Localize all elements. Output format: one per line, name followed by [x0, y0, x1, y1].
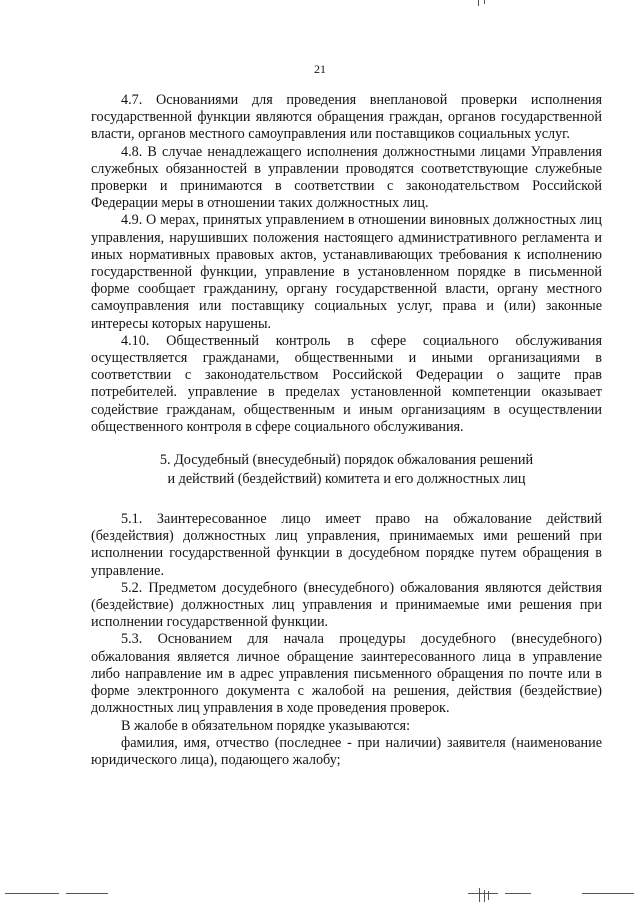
complaint-item-1: фамилия, имя, отчество (последнее - при наличии) заявителя (наименование юридического лица), подающего жалобу;: [91, 734, 602, 768]
scan-line-bottom: [468, 893, 498, 894]
paragraph-5-1: 5.1. Заинтересованное лицо имеет право на обжалование действий (бездействия) должностных лиц управления, принимаемых ими решений при исполнении государственной функции в досудебном порядке путем обращения в управление.: [91, 511, 602, 579]
scan-mark-bottom: [488, 891, 489, 900]
paragraph-4-10: 4.10. Общественный контроль в сфере социального обслуживания осуществляется гражданами, общественными и иными организациями в соответствии с законодательством Российской Федерации о защите прав потребителей. управление в пределах установленной компетенции оказывает содействие гражданам, общественным и иным организациям в осуществлении общественного контроля в сфере социального обслуживания.: [91, 332, 602, 435]
paragraph-4-7: 4.7. Основаниями для проведения внеплановой проверки исполнения государственной функции являются обращения граждан, органов государственной власти, органов местного самоуправления или поставщиков социальных услуг.: [91, 92, 602, 143]
scan-line-bottom: [582, 893, 634, 894]
complaint-intro: В жалобе в обязательном порядке указываются:: [121, 717, 411, 734]
scan-line-bottom: [66, 893, 108, 894]
scan-line-bottom: [5, 893, 59, 894]
scan-line-bottom: [505, 893, 531, 894]
scan-mark-top: [478, 0, 479, 6]
section-5-heading: [91, 451, 602, 488]
paragraph-4-9: 4.9. О мерах, принятых управлением в отношении виновных должностных лиц управления, нарушивших положения настоящего административного регламента и иных нормативных правовых актов, устанавливающих требования к исполнению государственной функции, управление в установленном порядке в письменной форме сообщает гражданину, органу государственной власти, органу местного самоуправления или поставщику социальных услуг, права и (или) законные интересы которых нарушены.: [91, 212, 602, 332]
scan-mark-top: [484, 0, 485, 4]
scan-mark-bottom: [479, 888, 480, 902]
paragraph-5-3: 5.3. Основанием для начала процедуры досудебного (внесудебного) обжалования является личное обращение заинтересованного лица в управление либо направление им в адрес управления письменного обращения по почте или в форме электронного документа с жалобой на решения, действия (бездействие) должностных лиц управления в ходе проведения проверок.: [91, 631, 602, 717]
page-number: 21: [314, 62, 326, 76]
paragraph-4-8: 4.8. В случае ненадлежащего исполнения должностными лицами Управления служебных обязанностей в управлении проводятся соответствующие служебные проверки и принимаются в соответствии с законодательством Российской Федерации меры в отношении таких должностных лиц.: [91, 143, 602, 212]
paragraph-5-2: 5.2. Предметом досудебного (внесудебного) обжалования являются действия (бездействие) должностных лиц управления и принимаемые ими решения при исполнении государственной функции.: [91, 579, 602, 631]
document-body: [91, 92, 602, 769]
section-5-title-line-1: 5. Досудебный (внесудебный) порядок обжалования решений: [159, 452, 534, 469]
section-5-title-line-2: и действий (бездействий) комитета и его должностных лиц: [167, 470, 526, 487]
scan-mark-bottom: [484, 890, 485, 902]
